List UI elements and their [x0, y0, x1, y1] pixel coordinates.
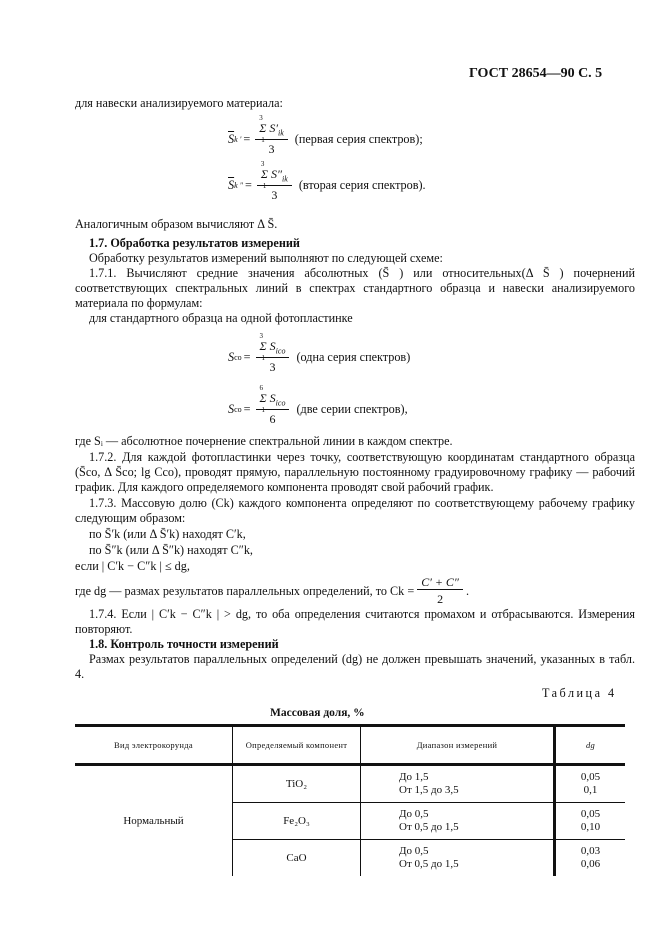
- ck-numerator: C′ + C″: [421, 575, 459, 589]
- running-header: ГОСТ 28654—90 С. 5: [469, 66, 603, 81]
- paragraph-1-7-3: 1.7.3. Массовую долю (Ck) каждого компонента определяют по соответствующему рабочему графику следующим образом:: [75, 496, 635, 525]
- formula-lhs: $\overline{S}$: [228, 177, 235, 192]
- sum-lower-limit: 1: [261, 406, 266, 415]
- formula-lhs: $\overline{S}$: [228, 131, 235, 146]
- fraction-numerator: Σ S″: [260, 167, 283, 181]
- fraction-denominator: 3: [268, 142, 275, 157]
- formula-lhs-sub: co: [234, 404, 242, 414]
- formula-lhs: S: [228, 401, 235, 416]
- std-sample-text: для стандартного образца на одной фотопластинке: [89, 311, 353, 325]
- dg-value: 0,05: [580, 771, 601, 783]
- fraction-denominator: 3: [269, 360, 276, 375]
- range-value: От 1,5 до 3,5: [399, 784, 459, 796]
- dg-value: 0,03: [580, 845, 601, 857]
- dg-value: 0,10: [580, 821, 601, 833]
- ck-denominator: 2: [437, 592, 444, 606]
- ck-fraction: [417, 576, 463, 606]
- dg-value: 0,06: [580, 858, 601, 870]
- range-cell: [361, 765, 555, 803]
- dg-cell: [555, 803, 626, 840]
- col-header-dg: dg: [555, 726, 626, 765]
- sum-upper-limit: 3: [260, 160, 265, 168]
- formula-note: (первая серия спектров);: [294, 131, 423, 146]
- range-cell: [361, 840, 555, 877]
- formula-second-series: $\overline{S}$ k ʺ = 3 Σ $S''_{ik}$ 1 3 (вторая серия спектров).: [228, 160, 426, 203]
- intro-text: для навески анализируемого материала:: [75, 96, 283, 110]
- sum-lower-limit: 1: [262, 182, 267, 191]
- range-cell: [361, 803, 555, 840]
- where-dg-line: где dg — размах результатов параллельных определений, то Ck = $\frac{C' + C''}{2}$ .: [75, 575, 469, 606]
- fraction: [257, 160, 292, 203]
- range-value: От 0,5 до 1,5: [399, 858, 459, 870]
- fraction: [256, 332, 290, 375]
- paragraph-1-7-4: 1.7.4. Если | C′k − C″k | > dg, то оба определения считаются промахом и отбрасываются. Измерения повторяют.: [75, 607, 635, 636]
- formula-lhs-sub: co: [234, 352, 242, 362]
- paragraph-1-7-2: 1.7.2. Для каждой фотопластинки через точку, соответствующую координатам стандартного образца (S̄co, Δ S̄co; lg Cco), проводят прямую, параллельную постоянному градуировочному графику — рабочий график. Для каждого определяемого компонента проводят свой рабочий график.: [75, 450, 635, 494]
- dg-cell: [555, 765, 626, 803]
- paragraph-1-7-1: 1.7.1. Вычисляют средние значения абсолютных (S̄ ) или относительных(Δ S̄ ) почернений соответствующих спектральных линий в спектрах стандартного образца и навески анализируемого материала по формулам:: [75, 266, 635, 310]
- fraction-denominator: 6: [269, 412, 276, 427]
- sum-upper-limit: 3: [259, 332, 264, 340]
- analog-text: Аналогичным образом вычисляют Δ S̄.: [75, 217, 278, 231]
- sum-lower-limit: 1: [261, 136, 265, 145]
- formula-lhs-sub: k ʺ: [234, 180, 244, 190]
- table-caption: Массовая доля, %: [270, 707, 365, 719]
- range-value: До 0,5: [399, 808, 429, 820]
- formula-two-series: S co = 6 Σ $S_{ico}$ 1 6 (две серии спектров),: [228, 384, 408, 427]
- range-value: До 0,5: [399, 845, 429, 857]
- formula-lhs-sub: k ʹ: [234, 134, 242, 144]
- sum-upper-limit: 3: [259, 114, 263, 122]
- where-si-text: где Sᵢ — абсолютное почернение спектральной линии в каждом спектре.: [75, 434, 453, 448]
- table-header-row: [75, 726, 625, 765]
- table-4: [75, 724, 625, 876]
- dg-cell: [555, 840, 626, 877]
- fraction-numerator: Σ S′: [259, 121, 278, 135]
- fraction-numerator: Σ S: [259, 339, 276, 353]
- condition-text: если | C′k − C″k | ≤ dg,: [75, 559, 190, 573]
- table-label: Таблица 4: [542, 686, 617, 700]
- fraction-denominator: 3: [271, 188, 278, 203]
- sum-lower-limit: 1: [261, 354, 266, 363]
- group-cell: Нормальный: [123, 814, 184, 827]
- range-value: До 1,5: [399, 771, 429, 783]
- fraction: [255, 114, 288, 157]
- component-cell: CaO: [233, 840, 361, 877]
- formula-one-series: S co = 3 Σ $S_{ico}$ 1 3 (одна серия спектров): [228, 332, 411, 375]
- col-header-type: Вид электрокорунда: [75, 726, 233, 765]
- dg-value: 0,1: [583, 784, 598, 796]
- dg-value: 0,05: [580, 808, 601, 820]
- component-cell: Fe₂O₃: [233, 803, 361, 840]
- range-value: От 0,5 до 1,5: [399, 821, 459, 833]
- section-1-8-text: Размах результатов параллельных определений (dg) не должен превышать значений, указанных в табл. 4.: [75, 652, 635, 681]
- formula-note: (одна серия спектров): [296, 349, 411, 364]
- numerator-sub: ico: [275, 398, 286, 408]
- numerator-sub: ik: [278, 128, 284, 138]
- col-header-component: Определяемый компонент: [233, 726, 361, 765]
- component-cell: TiO₂: [233, 765, 361, 803]
- formula-note: (вторая серия спектров).: [298, 177, 426, 192]
- numerator-sub: ik: [282, 174, 288, 184]
- table-row: [75, 765, 625, 803]
- formula-first-series: $\overline{S}$ k ʹ = 3 Σ $S'_{ik}$ 1 3 (первая серия спектров);: [228, 114, 423, 157]
- rule-first: по S̄′k (или Δ S̄′k) находят C′k,: [89, 527, 246, 541]
- section-1-8-title: 1.8. Контроль точности измерений: [89, 637, 279, 651]
- numerator-sub: ico: [275, 346, 286, 356]
- formula-lhs: S: [228, 349, 235, 364]
- rule-second: по S̄″k (или Δ S̄″k) находят C″k,: [89, 543, 253, 557]
- section-1-7-intro: Обработку результатов измерений выполняют по следующей схеме:: [89, 251, 443, 265]
- section-1-7-title: 1.7. Обработка результатов измерений: [89, 236, 300, 250]
- where-dg-text: где dg — размах результатов параллельных определений, то Ck =: [75, 583, 415, 598]
- fraction: [256, 384, 290, 427]
- col-header-range: Диапазон измерений: [361, 726, 555, 765]
- sum-upper-limit: 6: [259, 384, 264, 392]
- formula-note: (две серии спектров),: [296, 401, 408, 416]
- fraction-numerator: Σ S: [259, 391, 276, 405]
